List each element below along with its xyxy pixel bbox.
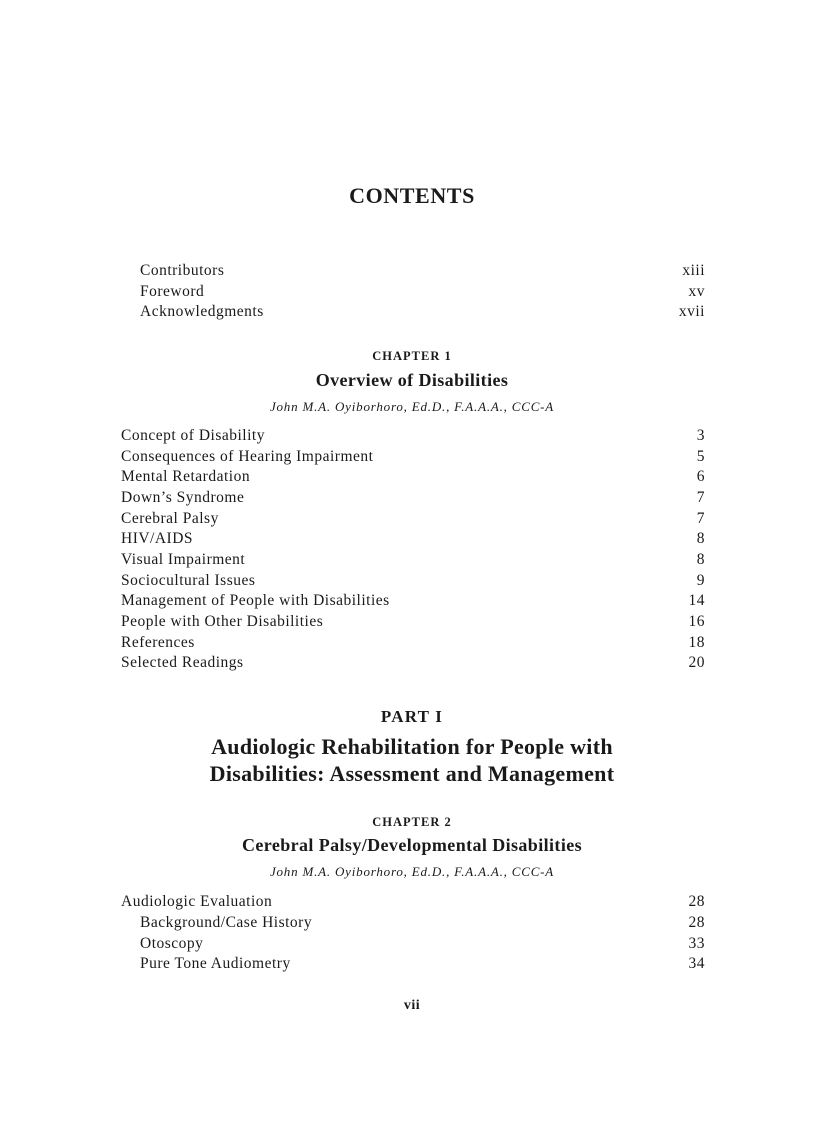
toc-entry-page: xv	[688, 283, 705, 300]
chapter-2-title[interactable]: Cerebral Palsy/Developmental Disabilities	[241, 835, 583, 855]
toc-entry-page: 7	[696, 489, 705, 506]
part-title-line-2: Disabilities: Assessment and Management	[209, 761, 615, 786]
toc-entry-page: xiii	[682, 262, 705, 279]
page-number: vii	[403, 998, 421, 1013]
toc-entry-page: 8	[696, 551, 705, 568]
toc-entry-page: 14	[688, 592, 705, 609]
toc-entry-label: Selected Readings	[121, 654, 244, 671]
toc-entry[interactable]	[121, 892, 705, 912]
toc-entry-label: Acknowledgments	[140, 303, 264, 320]
toc-entry[interactable]	[121, 426, 705, 446]
toc-entry-page: 18	[688, 634, 705, 651]
toc-entry-label: Consequences of Hearing Impairment	[121, 448, 374, 465]
toc-entry-label: HIV/AIDS	[121, 530, 194, 547]
toc-entry[interactable]	[121, 653, 705, 673]
toc-entry[interactable]	[121, 488, 705, 508]
toc-entry-label: Background/Case History	[140, 914, 313, 931]
part-label: PART I	[380, 707, 444, 726]
chapter-1-label: CHAPTER 1	[372, 349, 452, 363]
page-title: CONTENTS	[349, 183, 475, 208]
chapter-2-label: CHAPTER 2	[372, 815, 452, 829]
toc-entry-label: Sociocultural Issues	[121, 572, 256, 589]
toc-entry-label: Concept of Disability	[121, 427, 265, 444]
chapter-1-author: John M.A. Oyiborhoro, Ed.D., F.A.A.A., CCC-A	[269, 399, 555, 414]
toc-entry-page: 3	[696, 427, 705, 444]
toc-entry-label: Pure Tone Audiometry	[140, 955, 291, 972]
toc-entry-label: Audiologic Evaluation	[121, 893, 273, 910]
toc-entry-page: 20	[688, 654, 705, 671]
toc-entry[interactable]	[121, 633, 705, 653]
toc-entry[interactable]	[121, 571, 705, 591]
toc-entry-label: Otoscopy	[140, 935, 204, 952]
toc-entry-page: 34	[688, 955, 705, 972]
toc-entry-label: Contributors	[140, 262, 225, 279]
toc-entry-page: 9	[696, 572, 705, 589]
toc-subentry[interactable]	[140, 954, 705, 974]
toc-entry-label: People with Other Disabilities	[121, 613, 324, 630]
toc-entry-page: 33	[688, 935, 705, 952]
toc-entry-label: Foreword	[140, 283, 205, 300]
chapter-1-title[interactable]: Overview of Disabilities	[315, 370, 509, 390]
toc-entry[interactable]	[140, 302, 705, 322]
part-title-line-1: Audiologic Rehabilitation for People with	[211, 734, 613, 759]
toc-entry-page: 8	[696, 530, 705, 547]
toc-entry-page: 28	[688, 914, 705, 931]
toc-entry-page: xvii	[678, 303, 705, 320]
toc-entry-page: 6	[696, 468, 705, 485]
toc-subentry[interactable]	[140, 913, 705, 933]
toc-entry-page: 16	[688, 613, 705, 630]
toc-entry-label: Down’s Syndrome	[121, 489, 245, 506]
toc-entry-label: Cerebral Palsy	[121, 510, 219, 527]
toc-entry[interactable]	[121, 550, 705, 570]
toc-entry-label: Mental Retardation	[121, 468, 251, 485]
toc-entry-label: Management of People with Disabilities	[121, 592, 390, 609]
toc-entry[interactable]	[121, 591, 705, 611]
toc-entry-page: 5	[696, 448, 705, 465]
toc-entry-page: 28	[688, 893, 705, 910]
part-title[interactable]	[0, 733, 816, 787]
toc-entry[interactable]	[121, 447, 705, 467]
chapter-2-author: John M.A. Oyiborhoro, Ed.D., F.A.A.A., CCC-A	[269, 864, 555, 879]
toc-entry[interactable]	[121, 509, 705, 529]
toc-entry[interactable]	[140, 282, 705, 302]
toc-entry[interactable]	[121, 529, 705, 549]
toc-entry-page: 7	[696, 510, 705, 527]
toc-entry[interactable]	[121, 612, 705, 632]
toc-entry-label: References	[121, 634, 195, 651]
toc-entry[interactable]	[121, 467, 705, 487]
toc-entry[interactable]	[140, 261, 705, 281]
toc-entry-label: Visual Impairment	[121, 551, 246, 568]
toc-subentry[interactable]	[140, 934, 705, 954]
